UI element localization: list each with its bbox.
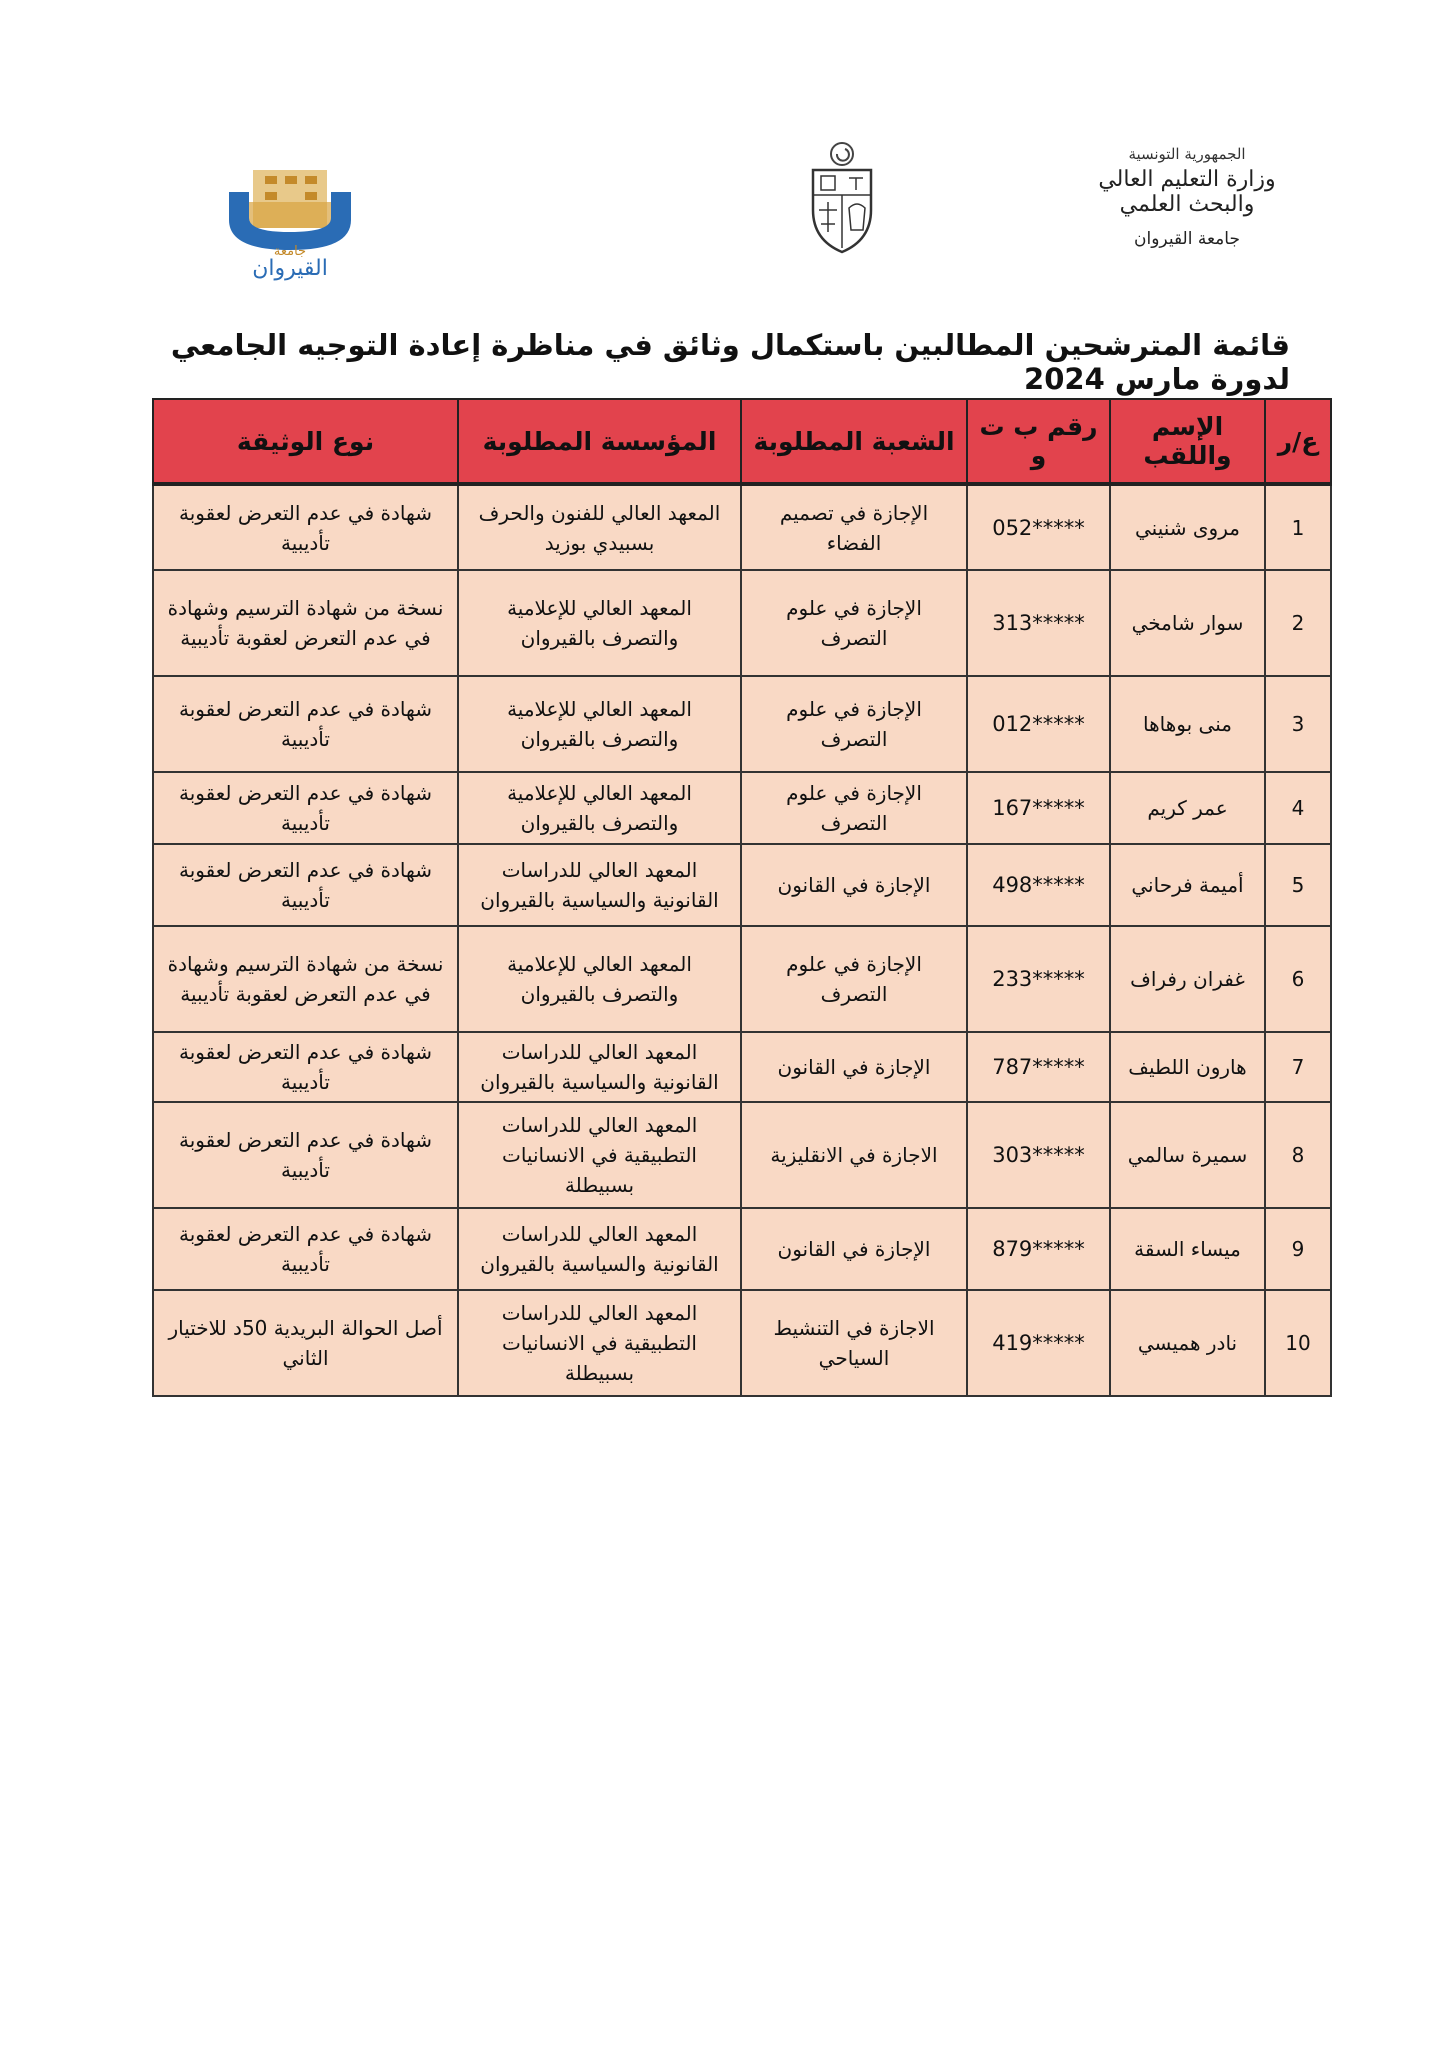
table-header-row [153,399,1331,484]
university-logo [205,162,375,282]
requested-branch: الإجازة في علوم التصرف [741,772,967,844]
republic-name: الجمهورية التونسية [1128,145,1246,163]
row-number: 8 [1265,1102,1331,1208]
university-logo-text-top: جامعة [273,244,307,259]
page-header [0,0,1449,300]
required-document: شهادة في عدم التعرض لعقوبة تأديبية [153,772,458,844]
requested-branch: الإجازة في تصميم الفضاء [741,484,967,570]
row-number: 2 [1265,570,1331,676]
requested-branch: الإجازة في علوم التصرف [741,926,967,1032]
candidate-name: منى بوهاها [1110,676,1265,772]
candidate-id-cell [967,772,1110,844]
required-document: شهادة في عدم التعرض لعقوبة تأديبية [153,844,458,926]
requested-branch: الإجازة في القانون [741,1032,967,1102]
candidate-name: عمر كريم [1110,772,1265,844]
candidate-name: هارون اللطيف [1110,1032,1265,1102]
candidate-id-cell [967,570,1110,676]
requested-branch: الإجازة في علوم التصرف [741,676,967,772]
requested-branch: الإجازة في القانون [741,844,967,926]
candidate-name: مروى شنيني [1110,484,1265,570]
requested-institution: المعهد العالي للفنون والحرف بسبيدي بوزيد [458,484,741,570]
table-row [153,484,1331,570]
candidate-id: 879***** [992,1237,1085,1261]
row-number: 7 [1265,1032,1331,1102]
column-header-num: ع/ر [1265,399,1331,484]
row-number: 9 [1265,1208,1331,1290]
candidate-id: 787***** [992,1055,1085,1079]
table-row [153,844,1331,926]
requested-branch: الإجازة في القانون [741,1208,967,1290]
required-document: شهادة في عدم التعرض لعقوبة تأديبية [153,484,458,570]
ministry-header [1067,145,1307,249]
row-number: 5 [1265,844,1331,926]
table-row [153,1102,1331,1208]
candidate-id: 313***** [992,611,1085,635]
candidate-name: غفران رفراف [1110,926,1265,1032]
row-number: 4 [1265,772,1331,844]
university-logo-text-bottom: القيروان [252,256,328,281]
candidate-name: سميرة سالمي [1110,1102,1265,1208]
requested-institution: المعهد العالي للدراسات التطبيقية في الانسانيات بسبيطلة [458,1290,741,1396]
tunisia-coat-of-arms-icon [795,140,890,260]
column-header-name: الإسم واللقب [1110,399,1265,484]
candidate-id: 498***** [992,873,1085,897]
table-row [153,1032,1331,1102]
column-header-cin: رقم ب ت و [967,399,1110,484]
required-document: شهادة في عدم التعرض لعقوبة تأديبية [153,1102,458,1208]
ministry-name-line2: والبحث العلمي [1119,192,1255,217]
row-number: 10 [1265,1290,1331,1396]
document-title: قائمة المترشحين المطالبين باستكمال وثائق في مناظرة إعادة التوجيه الجامعي لدورة مارس 2024 [170,328,1290,396]
candidate-id: 233***** [992,967,1085,991]
candidate-id-cell [967,1032,1110,1102]
ministry-name-line1: وزارة التعليم العالي [1098,167,1276,192]
candidate-name: نادر هميسي [1110,1290,1265,1396]
requested-branch: الإجازة في علوم التصرف [741,570,967,676]
table-row [153,1290,1331,1396]
required-document: نسخة من شهادة الترسيم وشهادة في عدم التعرض لعقوبة تأديبية [153,570,458,676]
column-header-institution: المؤسسة المطلوبة [458,399,741,484]
requested-institution: المعهد العالي للدراسات القانونية والسياسية بالقيروان [458,1208,741,1290]
table-row [153,772,1331,844]
required-document: شهادة في عدم التعرض لعقوبة تأديبية [153,1208,458,1290]
requested-institution: المعهد العالي للإعلامية والتصرف بالقيروان [458,570,741,676]
row-number: 1 [1265,484,1331,570]
row-number: 6 [1265,926,1331,1032]
candidate-id-cell [967,1102,1110,1208]
requested-institution: المعهد العالي للدراسات القانونية والسياسية بالقيروان [458,844,741,926]
column-header-document: نوع الوثيقة [153,399,458,484]
university-name: جامعة القيروان [1134,229,1240,249]
candidates-table [152,398,1332,1397]
required-document: نسخة من شهادة الترسيم وشهادة في عدم التعرض لعقوبة تأديبية [153,926,458,1032]
table-row [153,1208,1331,1290]
candidate-name: ميساء السقة [1110,1208,1265,1290]
candidate-id-cell [967,1208,1110,1290]
candidate-id: 167***** [992,796,1085,820]
requested-institution: المعهد العالي للدراسات التطبيقية في الانسانيات بسبيطلة [458,1102,741,1208]
candidate-id-cell [967,484,1110,570]
requested-institution: المعهد العالي للإعلامية والتصرف بالقيروان [458,926,741,1032]
candidate-id-cell [967,676,1110,772]
required-document: شهادة في عدم التعرض لعقوبة تأديبية [153,1032,458,1102]
requested-institution: المعهد العالي للإعلامية والتصرف بالقيروان [458,676,741,772]
row-number: 3 [1265,676,1331,772]
requested-institution: المعهد العالي للإعلامية والتصرف بالقيروان [458,772,741,844]
requested-institution: المعهد العالي للدراسات القانونية والسياسية بالقيروان [458,1032,741,1102]
candidate-id: 052***** [992,515,1085,540]
table-row [153,570,1331,676]
candidate-name: سوار شامخي [1110,570,1265,676]
table-row [153,676,1331,772]
candidate-id-cell [967,926,1110,1032]
requested-branch: الاجازة في التنشيط السياحي [741,1290,967,1396]
candidate-id: 419***** [992,1331,1085,1355]
required-document: شهادة في عدم التعرض لعقوبة تأديبية [153,676,458,772]
column-header-branch: الشعبة المطلوبة [741,399,967,484]
candidate-name: أميمة فرحاني [1110,844,1265,926]
requested-branch: الاجازة في الانقليزية [741,1102,967,1208]
candidate-id-cell [967,844,1110,926]
candidate-id-cell [967,1290,1110,1396]
required-document: أصل الحوالة البريدية 50د للاختيار الثاني [153,1290,458,1396]
candidate-id: 012***** [992,712,1085,736]
candidate-id: 303***** [992,1143,1085,1167]
table-row [153,926,1331,1032]
